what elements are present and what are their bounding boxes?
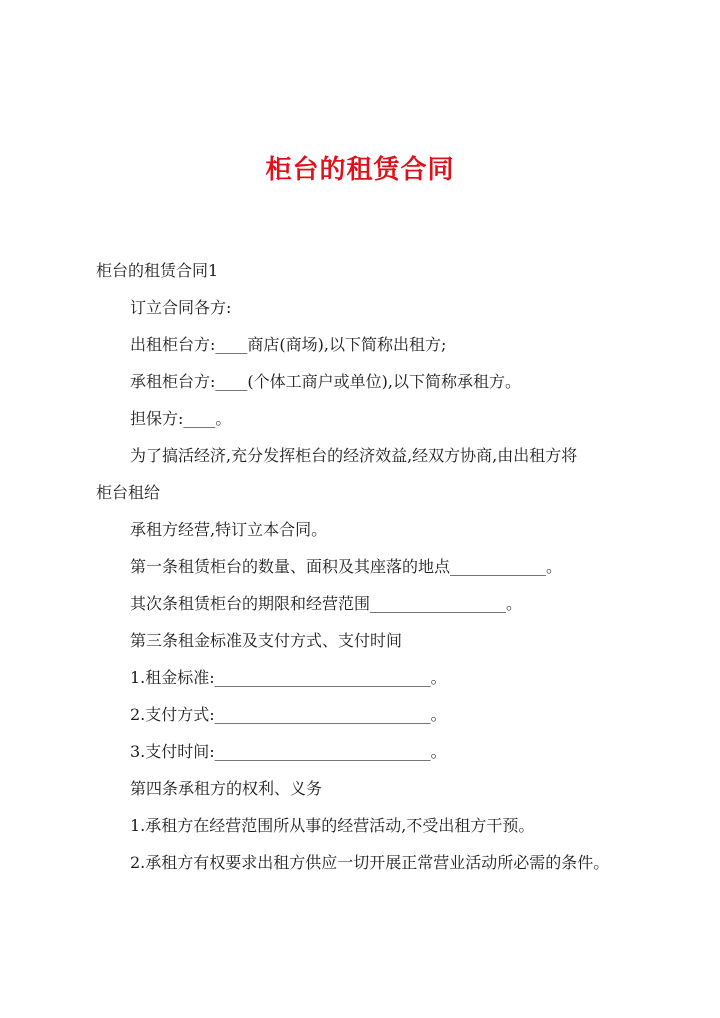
paragraph-purpose-end: 承租方经营,特订立本合同。	[130, 520, 328, 539]
clause-4-item-1: 1.承租方在经营范围所从事的经营活动,不受出租方干预。	[130, 816, 535, 835]
document-body	[96, 252, 636, 881]
clause-4-item-2: 2.承租方有权要求出租方供应一切开展正常营业活动所必需的条件。	[130, 853, 610, 872]
paragraph-purpose: 为了搞活经济,充分发挥柜台的经济效益,经双方协商,由出租方将	[130, 446, 578, 465]
section-heading: 柜台的租赁合同1	[96, 261, 219, 280]
clause-1: 第一条租赁柜台的数量、面积及其座落的地点____________。	[130, 557, 563, 576]
clause-2: 其次条租赁柜台的期限和经营范围_________________。	[130, 594, 523, 613]
clause-3-item-3: 3.支付时间:___________________________。	[130, 742, 447, 761]
clause-3: 第三条租金标准及支付方式、支付时间	[130, 631, 403, 650]
clause-4: 第四条承租方的权利、义务	[130, 779, 323, 798]
paragraph-lessee: 承租柜台方:____(个体工商户或单位),以下简称承租方。	[130, 372, 521, 391]
paragraph-parties-intro: 订立合同各方:	[130, 298, 232, 317]
clause-3-item-1: 1.租金标准:___________________________。	[130, 668, 447, 687]
paragraph-guarantor: 担保方:____。	[130, 409, 232, 428]
paragraph-purpose-continued: 柜台租给	[96, 483, 161, 502]
document-title: 柜台的租赁合同	[265, 155, 455, 185]
clause-3-item-2: 2.支付方式:___________________________。	[130, 705, 447, 724]
paragraph-lessor: 出租柜台方:____商店(商场),以下简称出租方;	[130, 335, 447, 354]
